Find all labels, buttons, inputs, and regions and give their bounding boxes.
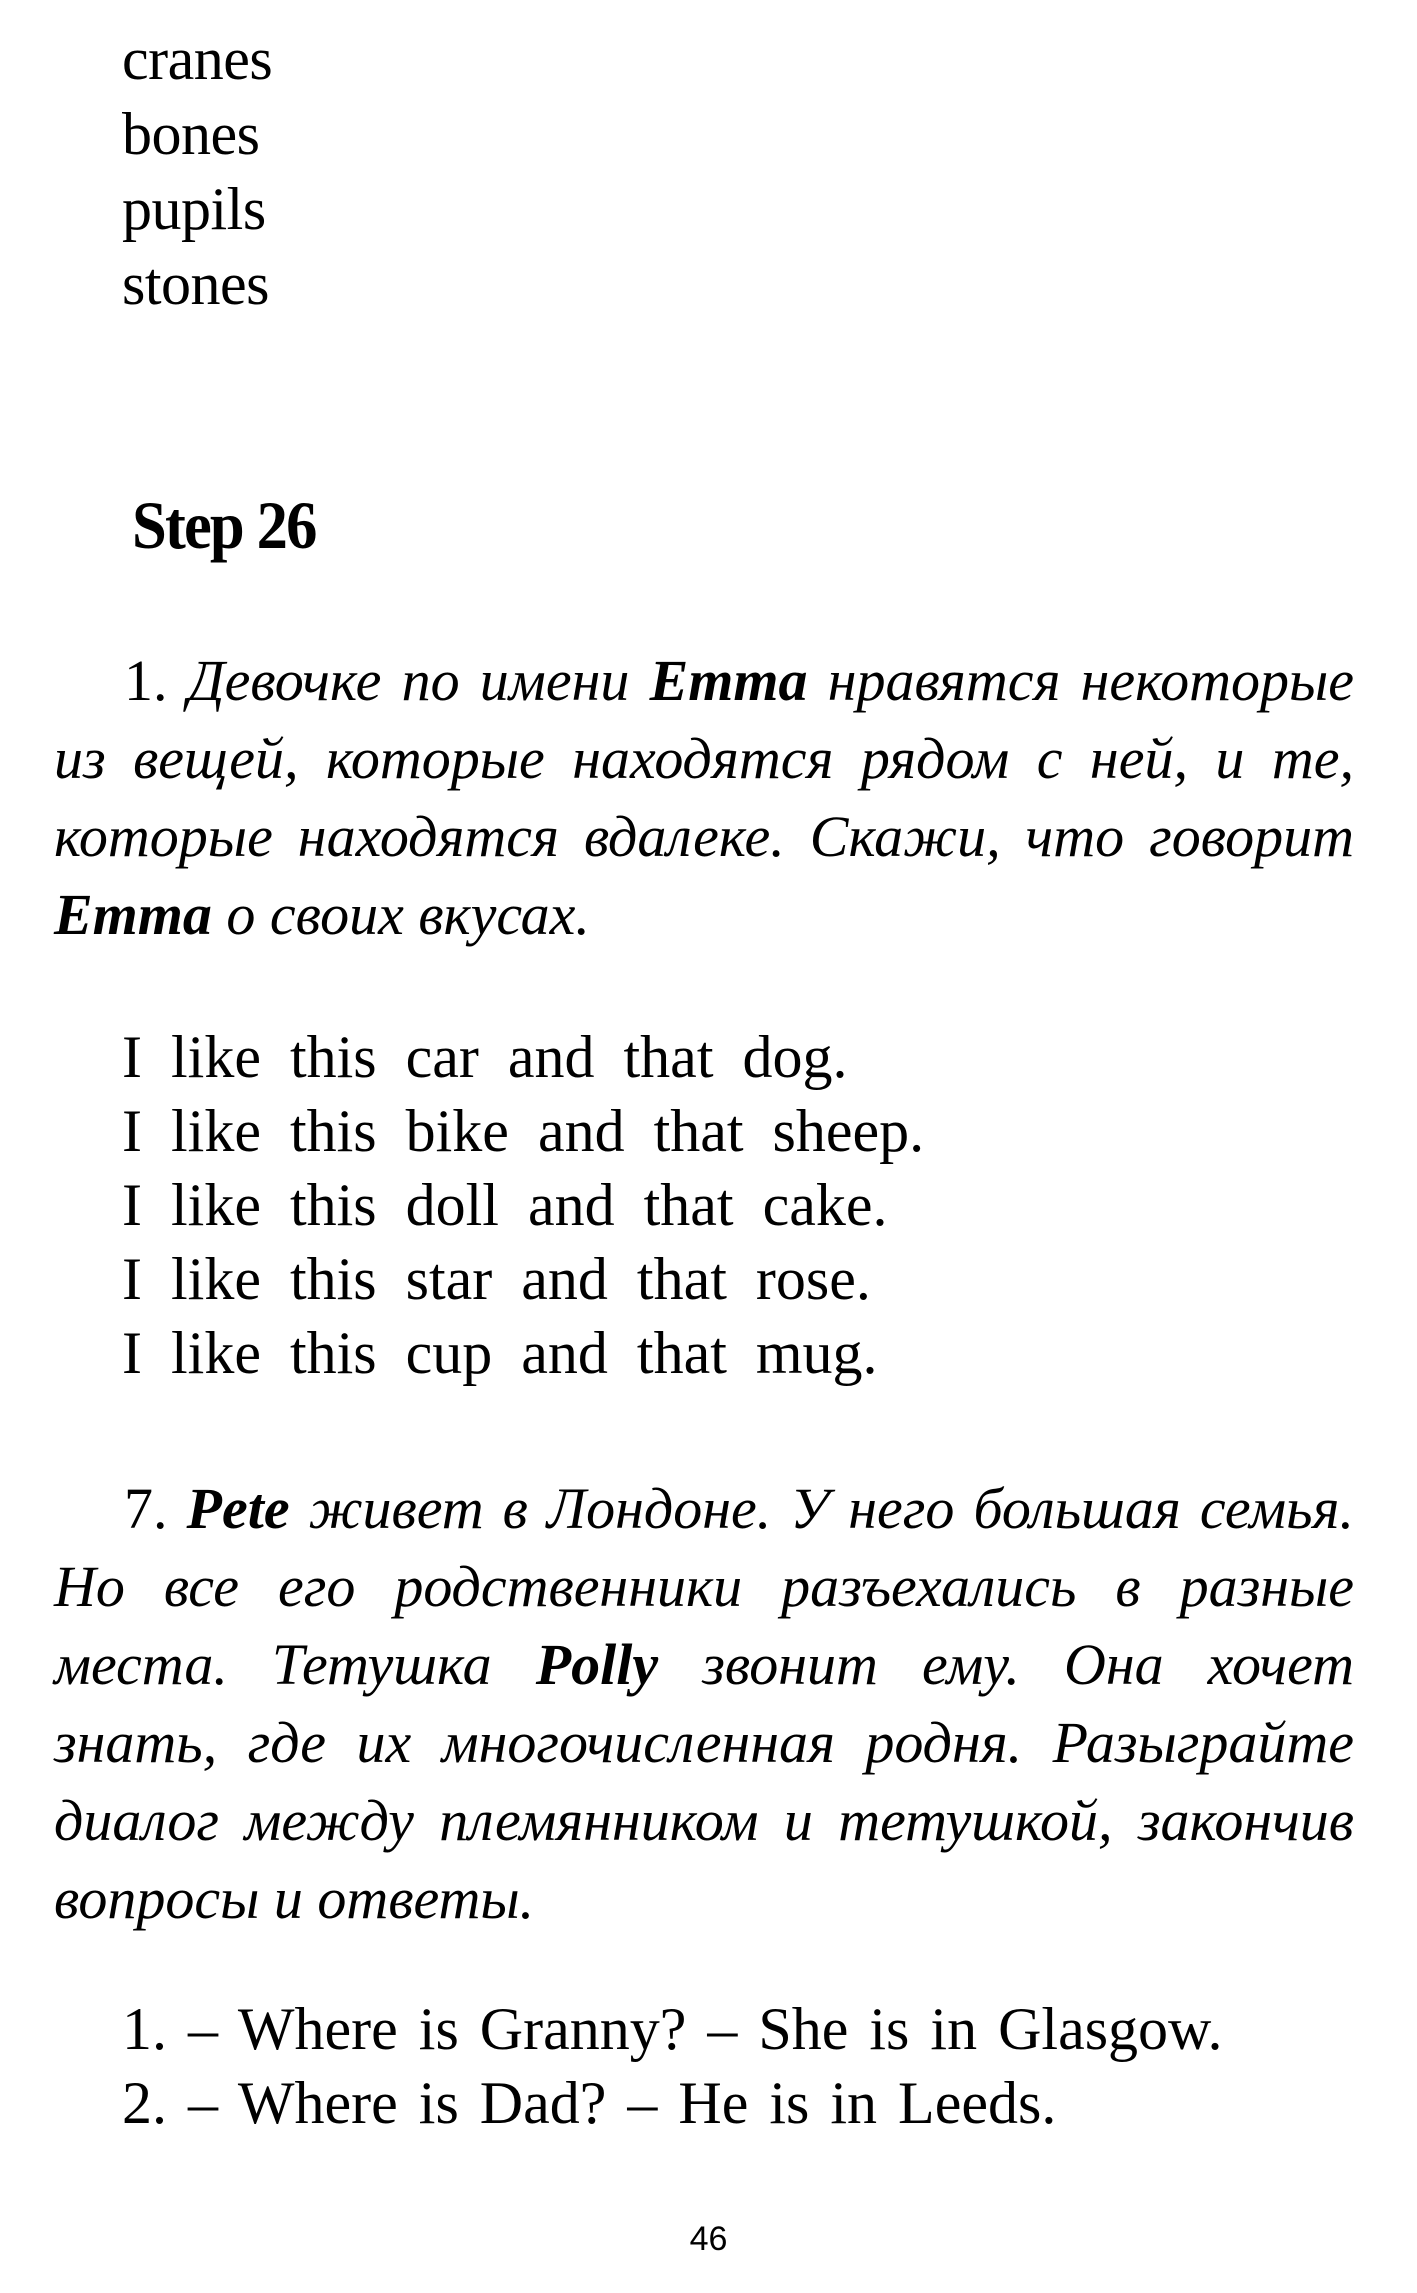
example-line: I like this bike and that sheep. — [122, 1098, 925, 1164]
task-number: 7. — [124, 1476, 168, 1541]
example-line: I like this cup and that mug. — [122, 1320, 878, 1386]
word-item: stones — [122, 251, 269, 317]
word-item: bones — [122, 101, 260, 167]
task-text: Девочке по имени — [187, 648, 630, 713]
page-number: 46 — [689, 2220, 728, 2258]
character-name: Emma — [54, 882, 212, 947]
character-name: Polly — [535, 1632, 659, 1697]
dialogue-line: 2. – Where is Dad? – He is in Leeds. — [122, 2070, 1057, 2136]
task-1-instructions — [54, 642, 1354, 954]
example-line: I like this car and that dog. — [122, 1024, 848, 1090]
character-name: Emma — [649, 648, 808, 713]
example-line: I like this doll and that cake. — [122, 1172, 888, 1238]
task-text: живет в Лондоне. У него большая семья. Но все его родственники разъехались в разные места. Тетушка — [54, 1476, 1355, 1697]
word-item: pupils — [122, 176, 266, 242]
word-list — [122, 22, 272, 322]
task-text: о своих вкусах. — [226, 882, 590, 947]
character-name: Pete — [186, 1476, 290, 1541]
task-text: звонит ему. Она хочет знать, где их многочисленная родня. Разыграйте диалог между племянником и тетушкой, закончив вопросы и ответы. — [54, 1632, 1354, 1931]
task-7-instructions — [54, 1470, 1354, 1938]
dialogue-line: 1. – Where is Granny? – She is in Glasgow. — [122, 1996, 1223, 2062]
example-sentences — [122, 1020, 924, 1390]
example-line: I like this star and that rose. — [122, 1246, 871, 1312]
word-item: cranes — [122, 26, 273, 92]
dialogue-lines — [122, 1992, 1222, 2140]
step-heading: Step 26 — [132, 487, 316, 563]
task-number: 1. — [124, 648, 168, 713]
task-text: нравятся некоторые из вещей, которые находятся рядом с ней, и те, которые находятся вдалеке. Скажи, что говорит — [54, 648, 1355, 869]
